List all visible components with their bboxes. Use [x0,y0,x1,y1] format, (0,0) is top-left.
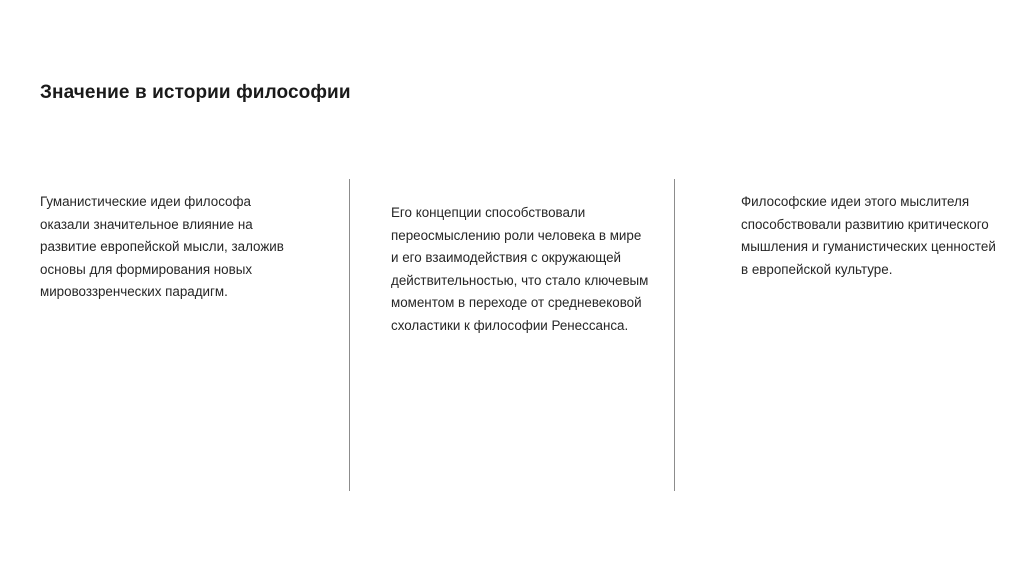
text-line: моментом в переходе от средневековой [391,295,642,310]
text-line: Его концепции способствовали [391,205,586,220]
text-line: Философские идеи этого мыслителя [741,194,970,209]
column-2-text [391,202,666,337]
text-line: мировоззренческих парадигм. [40,284,228,299]
column-divider [674,179,675,491]
text-line: схоластики к философии Ренессанса. [391,317,629,333]
text-line: и его взаимодействия с окружающей [391,250,622,265]
text-line: в европейской культуре. [741,261,893,277]
slide-title: Значение в истории философии [40,82,351,103]
column-1-text [40,191,315,304]
text-line: мышления и гуманистических ценностей [741,239,996,254]
column-divider [349,179,350,491]
text-line: оказали значительное влияние на [40,216,253,232]
text-line: способствовали развитию критического [741,216,989,232]
text-line: основы для формирования новых [40,261,253,277]
text-line: Гуманистические идеи философа [40,194,251,209]
text-line: действительностью, что стало ключевым [391,272,649,288]
column-3-text [741,191,1016,281]
text-line: переосмыслению роли человека в мире [391,227,642,243]
text-line: развитие европейской мысли, заложив [40,239,284,254]
